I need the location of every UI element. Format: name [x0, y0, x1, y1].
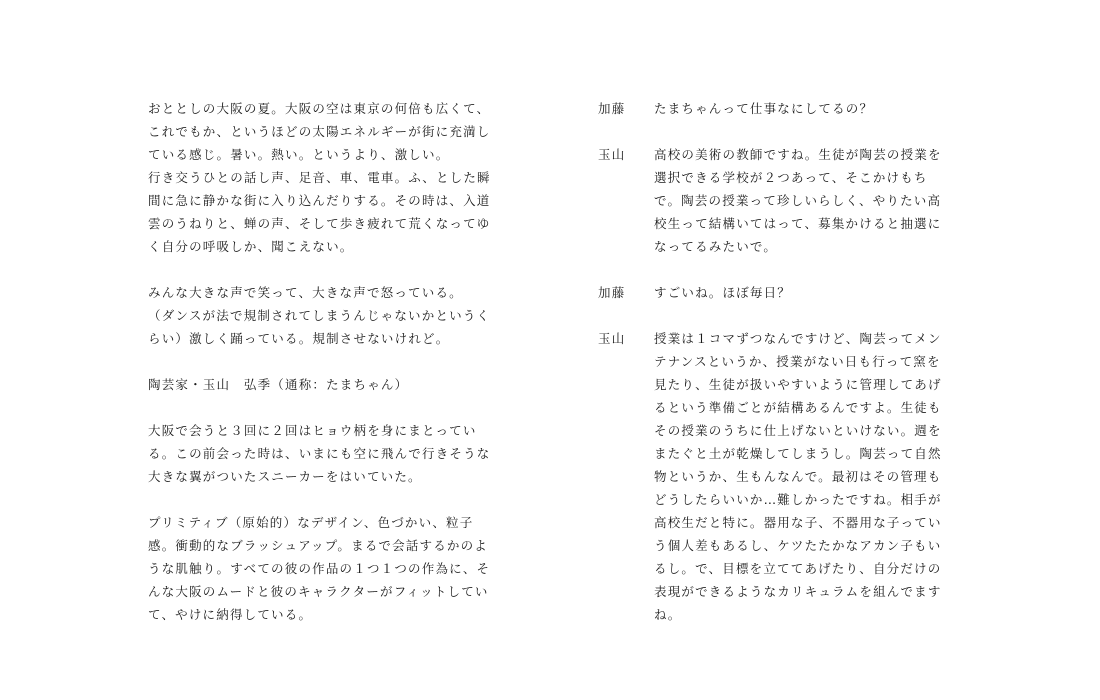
speaker-line: 高校の美術の教師ですね。生徒が陶芸の授業を選択できる学校が２つあって、そこかけもちで。陶芸の授業って珍しいらしく、やりたい高校生って結構いてはって、募集かけると抽選になってるみたいで。 [654, 147, 942, 254]
speaker-name: 玉山 [598, 331, 626, 346]
essay-paragraph: みんな大きな声で笑って、大きな声で怒っている。 [148, 285, 463, 300]
speaker-line: たまちゃんって仕事なにしてるの？ [654, 101, 874, 116]
essay-section-works [148, 511, 498, 626]
profile-heading: 陶芸家・玉山 弘季（通称：たまちゃん） [148, 377, 409, 392]
dialogue-turn [598, 97, 968, 120]
essay-paragraph: 行き交うひとの話し声、足音、車、電車。ふ、とした瞬間に急に静かな街に入り込んだりする。その時は、入道雲のうねりと、蝉の声、そして歩き疲れて荒くなってゆく自分の呼吸しか、聞こえない。 [148, 170, 491, 254]
essay-paragraph: 大阪で会うと３回に２回はヒョウ柄を身にまとっている。この前会った時は、いまにも空に飛んで行きそうな大きな翼がついたスニーカーをはいていた。 [148, 423, 491, 484]
dialogue-turn [598, 143, 968, 258]
speaker-line: 授業は１コマずつなんですけど、陶芸ってメンテナンスというか、授業がない日も行って窯を見たり、生徒が扱いやすいように管理してあげるという準備ごとが結構あるんですよ。生徒もその授業のうちに仕上げないといけない。週をまたぐと土が乾燥してしまうし。陶芸って自然物というか、生もんなんで。最初はその管理もどうしたらいいか…難しかったですね。相手が高校生だと特に。器用な子、不器用な子っていう個人差もあるし、ケツたたかなアカン子もいるし。で、目標を立ててあげたり、自分だけの表現ができるようなカリキュラムを組んでますね。 [654, 331, 942, 622]
dialogue-turn [598, 327, 968, 626]
essay-section-dance [148, 281, 498, 350]
speaker-line: すごいね。ほぼ毎日？ [654, 285, 792, 300]
profile-heading-block [148, 373, 498, 396]
dialogue-column [598, 97, 968, 649]
speaker-name: 玉山 [598, 147, 626, 162]
dialogue-turn [598, 281, 968, 304]
essay-section-fashion [148, 419, 498, 488]
speaker-name: 加藤 [598, 101, 626, 116]
essay-paragraph: プリミティブ（原始的）なデザイン、色づかい、粒子感。衝動的なブラッシュアップ。まるで会話するかのような肌触り。すべての彼の作品の１つ１つの作為に、そんな大阪のムードと彼のキャラクターがフィットしていて、やけに納得している。 [148, 515, 491, 622]
essay-paragraph: おととしの大阪の夏。大阪の空は東京の何倍も広くて、これでもか、というほどの太陽エネルギーが街に充満している感じ。暑い。熱い。というより、激しい。 [148, 101, 491, 162]
speaker-name: 加藤 [598, 285, 626, 300]
essay-paragraph: （ダンスが法で規制されてしまうんじゃないかというくらい）激しく踊っている。規制させないけれど。 [148, 308, 491, 346]
essay-section-summer [148, 97, 498, 258]
essay-column [148, 97, 498, 649]
